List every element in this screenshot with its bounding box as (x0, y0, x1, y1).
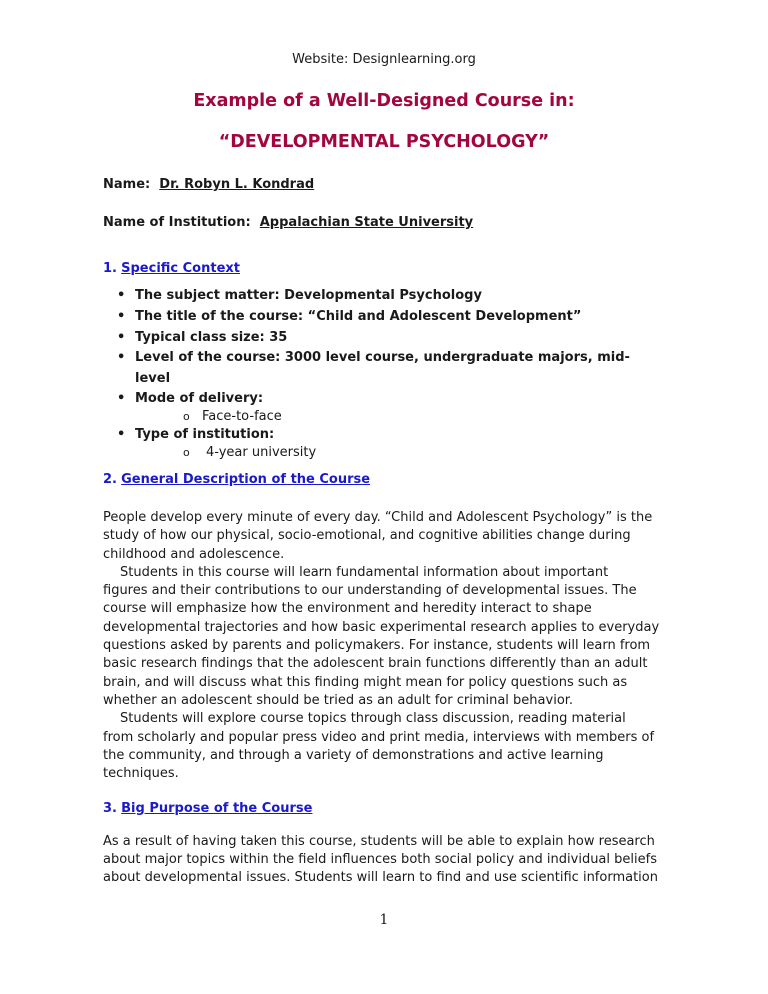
text-line: basic research findings that the adolescent brain functions differently than an adult (103, 656, 648, 672)
document-subtitle: “DEVELOPMENTAL PSYCHOLOGY” (218, 132, 550, 152)
text-line: childhood and adolescence. (103, 546, 285, 562)
institution (103, 215, 473, 230)
text-line: the community, and through a variety of demonstrations and active learning (103, 747, 604, 763)
text-line: figures and their contributions to our understanding of developmental issues. The (103, 583, 637, 599)
list-item: • Mode of delivery: (117, 390, 264, 406)
text-line: Students in this course will learn fundamental information about important (120, 564, 609, 580)
name-value: Dr. Robyn L. Kondrad (159, 177, 315, 192)
description-paragraphs (103, 509, 659, 783)
list-item: • The title of the course: “Child and Adolescent Development” (117, 308, 582, 324)
text-line: As a result of having taken this course, students will be able to explain how research (103, 834, 655, 849)
purpose-paragraph (103, 833, 658, 887)
text-line: study of how our physical, socio-emotional, and cognitive abilities change during (103, 528, 631, 544)
document-title: Example of a Well-Designed Course in: (193, 91, 575, 111)
text-line: techniques. (103, 766, 179, 782)
section-3-heading (103, 801, 312, 816)
text-line: Students will explore course topics through class discussion, reading material (120, 711, 626, 727)
context-list (117, 286, 630, 462)
instructor-name (103, 177, 314, 192)
text-line: about developmental issues. Students will learn to find and use scientific information (103, 870, 658, 885)
website-header: Website: Designlearning.org (292, 52, 476, 67)
section-number: 2. (103, 472, 117, 487)
section-number: 1. (103, 261, 117, 276)
text-line: brain, and will discuss what this finding might mean for policy questions such as (103, 674, 628, 690)
institution-value: Appalachian State University (259, 215, 474, 230)
list-item: • Typical class size: 35 (117, 329, 288, 345)
section-2-heading (103, 472, 370, 487)
text-line: People develop every minute of every day. “Child and Adolescent Psychology” is the (103, 510, 653, 525)
text-line: from scholarly and popular press video and print media, interviews with members of (103, 729, 655, 745)
section-number: 3. (103, 801, 117, 816)
section-link-general-description[interactable]: General Description of the Course (121, 472, 371, 487)
text-line: about major topics within the field influences both social policy and individual beliefs (103, 852, 657, 867)
list-item: • The subject matter: Developmental Psychology (117, 288, 482, 303)
list-item: • Type of institution: (117, 426, 275, 442)
text-line: questions asked by parents and policymakers. For instance, students will learn from (103, 638, 651, 654)
section-link-specific-context[interactable]: Specific Context (121, 261, 240, 276)
name-label: Name: (103, 177, 151, 192)
sub-list-item: o Face-to-face (183, 408, 282, 424)
text-line: whether an adolescent should be tried as an adult for criminal behavior. (103, 692, 574, 708)
list-item-continuation: level (135, 371, 171, 387)
text-line: course will emphasize how the environment and heredity interact to shape (103, 601, 592, 617)
section-1-heading (103, 261, 240, 276)
section-link-big-purpose[interactable]: Big Purpose of the Course (121, 801, 313, 816)
text-line: developmental trajectories and how basic experimental research applies to everyday (103, 619, 660, 635)
page-number: 1 (379, 912, 389, 928)
sub-list-item: o 4-year university (183, 444, 317, 460)
list-item: • Level of the course: 3000 level course, undergraduate majors, mid- (117, 350, 630, 366)
institution-label: Name of Institution: (103, 215, 251, 230)
